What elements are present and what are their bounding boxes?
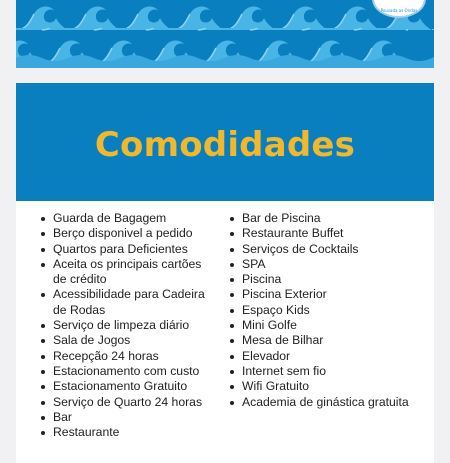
amenity-item: SPA xyxy=(230,257,430,272)
amenity-item: Mesa de Bilhar xyxy=(230,333,430,348)
amenity-item: Guarda de Bagagem xyxy=(41,211,216,226)
amenity-item: Piscina xyxy=(230,272,430,287)
amenity-item: Elevador xyxy=(230,349,430,364)
amenity-item: Academia de ginástica gratuita xyxy=(230,395,430,410)
card-header xyxy=(16,83,434,201)
amenity-item: Quartos para Deficientes xyxy=(41,242,216,257)
wave-banner xyxy=(16,0,434,68)
amenity-item: Berço disponivel a pedido xyxy=(41,226,216,241)
amenities-list-right xyxy=(230,211,430,410)
amenity-item: Internet sem fio xyxy=(230,364,430,379)
amenity-item: Bar xyxy=(41,410,216,425)
amenities-columns xyxy=(16,201,434,461)
amenity-item: Sala de Jogos xyxy=(41,333,216,348)
amenity-item: Restaurante xyxy=(41,425,216,440)
amenity-item: Wifi Gratuito xyxy=(230,379,430,394)
amenity-item: Bar de Piscina xyxy=(230,211,430,226)
amenity-item: Serviço de limpeza diário xyxy=(41,318,216,333)
amenities-list-left xyxy=(41,211,216,440)
card-title: Comodidades xyxy=(94,125,356,165)
amenity-item: Serviço de Quarto 24 horas xyxy=(41,395,216,410)
amenity-item: Piscina Exterior xyxy=(230,287,430,302)
amenity-item: Restaurante Buffet xyxy=(230,226,430,241)
amenity-item: Mini Golfe xyxy=(230,318,430,333)
amenities-card xyxy=(16,83,434,463)
amenity-item: Serviços de Cocktails xyxy=(230,242,430,257)
wave-pattern xyxy=(16,0,434,68)
amenity-item: Estacionamento Gratuito xyxy=(41,379,216,394)
amenity-item: Espaço Kids xyxy=(230,303,430,318)
amenity-item: Recepção 24 horas xyxy=(41,349,216,364)
amenity-item: Aceita os principais cartões de crédito xyxy=(41,257,216,288)
logo-text: Pousada as Ondas xyxy=(380,8,418,13)
amenity-item: Acessibilidade para Cadeira de Rodas xyxy=(41,287,216,318)
amenity-item: Estacionamento com custo xyxy=(41,364,216,379)
